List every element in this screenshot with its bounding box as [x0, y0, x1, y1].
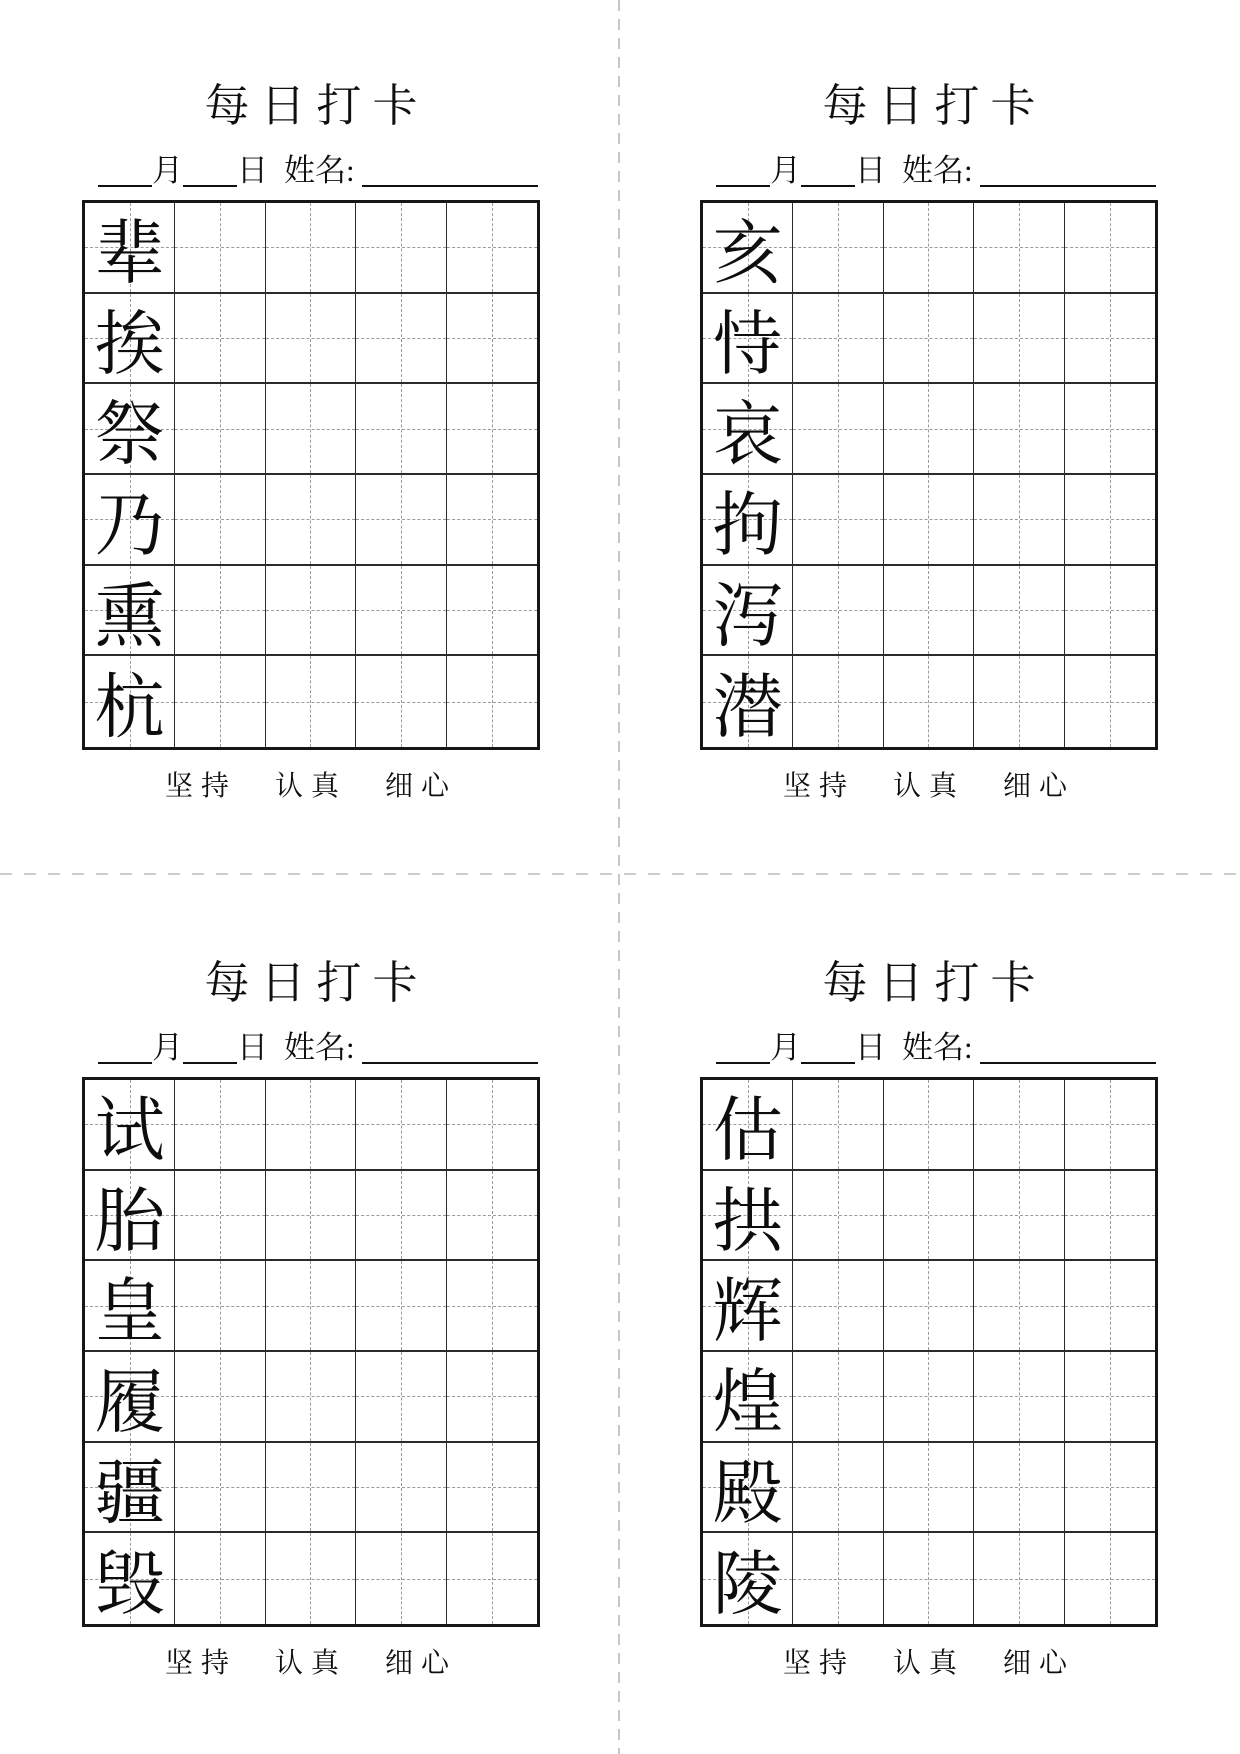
example-character-cell — [703, 384, 793, 475]
empty-practice-cell — [974, 475, 1064, 566]
empty-practice-cell — [1065, 656, 1155, 747]
card-title: 每日打卡 — [204, 81, 429, 131]
cell-vertical-guide — [928, 1080, 929, 1169]
cell-vertical-guide — [928, 1261, 929, 1350]
name-label: 姓名: — [902, 153, 973, 188]
cell-vertical-guide — [928, 1533, 929, 1624]
empty-practice-cell — [266, 1352, 356, 1443]
example-character: 疆 — [94, 1451, 165, 1534]
day-label: 日 — [237, 1030, 268, 1065]
empty-practice-cell — [175, 1352, 265, 1443]
motto-word: 坚持 — [782, 1648, 855, 1679]
cell-vertical-guide — [310, 294, 311, 383]
cell-vertical-guide — [928, 384, 929, 473]
cell-vertical-guide — [220, 1171, 221, 1260]
cell-vertical-guide — [1019, 384, 1020, 473]
day-label: 日 — [237, 153, 268, 188]
practice-grid — [700, 1077, 1158, 1627]
empty-practice-cell — [1065, 1352, 1155, 1443]
motto-line — [700, 763, 1158, 805]
example-character-cell — [703, 294, 793, 385]
cell-vertical-guide — [310, 1080, 311, 1169]
empty-practice-cell — [974, 1080, 1064, 1171]
cell-vertical-guide — [492, 294, 493, 383]
empty-practice-cell — [1065, 203, 1155, 294]
month-blank-line — [98, 177, 152, 187]
empty-practice-cell — [974, 566, 1064, 657]
empty-practice-cell — [974, 1443, 1064, 1534]
cell-vertical-guide — [492, 475, 493, 564]
example-character: 熏 — [94, 574, 165, 657]
empty-practice-cell — [356, 566, 446, 657]
example-character-cell — [703, 1080, 793, 1171]
cell-vertical-guide — [1110, 1443, 1111, 1532]
empty-practice-cell — [266, 1080, 356, 1171]
cell-vertical-guide — [838, 203, 839, 292]
example-character-cell — [703, 1352, 793, 1443]
example-character: 煌 — [712, 1360, 783, 1443]
empty-practice-cell — [884, 1443, 974, 1534]
cell-vertical-guide — [838, 1352, 839, 1441]
empty-practice-cell — [175, 1533, 265, 1624]
empty-practice-cell — [175, 384, 265, 475]
empty-practice-cell — [884, 1171, 974, 1262]
cell-vertical-guide — [1019, 1171, 1020, 1260]
empty-practice-cell — [447, 1352, 537, 1443]
empty-practice-cell — [1065, 294, 1155, 385]
example-character-cell — [703, 1443, 793, 1534]
example-character-cell — [85, 1171, 175, 1262]
empty-practice-cell — [447, 1533, 537, 1624]
cell-vertical-guide — [401, 566, 402, 655]
cell-vertical-guide — [220, 203, 221, 292]
month-label: 月 — [152, 1030, 183, 1065]
motto-word: 认真 — [274, 771, 347, 802]
card-title: 每日打卡 — [822, 81, 1047, 131]
cell-vertical-guide — [220, 566, 221, 655]
worksheet-card-top-left — [82, 78, 540, 805]
cell-vertical-guide — [1110, 566, 1111, 655]
example-character-cell — [703, 475, 793, 566]
empty-practice-cell — [266, 656, 356, 747]
example-character-cell — [85, 1443, 175, 1534]
cell-vertical-guide — [1110, 656, 1111, 747]
card-title: 每日打卡 — [822, 958, 1047, 1008]
empty-practice-cell — [884, 1352, 974, 1443]
empty-practice-cell — [1065, 475, 1155, 566]
example-character: 估 — [712, 1088, 783, 1171]
cell-vertical-guide — [401, 1261, 402, 1350]
example-character-cell — [85, 1080, 175, 1171]
motto-word: 认真 — [892, 771, 965, 802]
cell-vertical-guide — [1019, 1352, 1020, 1441]
empty-practice-cell — [974, 656, 1064, 747]
example-character: 试 — [94, 1088, 165, 1171]
empty-practice-cell — [356, 203, 446, 294]
cell-vertical-guide — [220, 1443, 221, 1532]
motto-word: 细心 — [385, 1648, 458, 1679]
empty-practice-cell — [793, 1171, 883, 1262]
empty-practice-cell — [175, 1080, 265, 1171]
empty-practice-cell — [447, 203, 537, 294]
practice-grid — [700, 200, 1158, 750]
empty-practice-cell — [447, 1261, 537, 1352]
month-label: 月 — [770, 153, 801, 188]
empty-practice-cell — [356, 384, 446, 475]
empty-practice-cell — [974, 384, 1064, 475]
cell-vertical-guide — [310, 384, 311, 473]
day-blank-line — [183, 1054, 237, 1064]
cell-vertical-guide — [401, 1352, 402, 1441]
empty-practice-cell — [175, 203, 265, 294]
cell-vertical-guide — [310, 1352, 311, 1441]
empty-practice-cell — [356, 656, 446, 747]
example-character: 陵 — [712, 1543, 783, 1626]
worksheet-card-bottom-right — [700, 955, 1158, 1682]
cell-vertical-guide — [401, 1443, 402, 1532]
motto-word: 认真 — [892, 1648, 965, 1679]
example-character-cell — [703, 1171, 793, 1262]
empty-practice-cell — [447, 656, 537, 747]
example-character-cell — [85, 294, 175, 385]
example-character-cell — [85, 1533, 175, 1624]
empty-practice-cell — [266, 1171, 356, 1262]
empty-practice-cell — [447, 475, 537, 566]
example-character-cell — [703, 656, 793, 747]
day-blank-line — [801, 1054, 855, 1064]
name-blank-line — [980, 177, 1156, 187]
motto-word: 细心 — [1003, 1648, 1076, 1679]
cell-vertical-guide — [401, 294, 402, 383]
cell-vertical-guide — [220, 1261, 221, 1350]
day-label: 日 — [855, 153, 886, 188]
cell-vertical-guide — [310, 475, 311, 564]
example-character: 拱 — [712, 1179, 783, 1262]
empty-practice-cell — [1065, 1443, 1155, 1534]
practice-grid — [82, 200, 540, 750]
empty-practice-cell — [356, 1352, 446, 1443]
empty-practice-cell — [1065, 1080, 1155, 1171]
cell-vertical-guide — [838, 1171, 839, 1260]
example-character: 毁 — [94, 1543, 165, 1626]
cell-vertical-guide — [1110, 294, 1111, 383]
empty-practice-cell — [1065, 1261, 1155, 1352]
cell-vertical-guide — [220, 294, 221, 383]
name-label: 姓名: — [284, 153, 355, 188]
empty-practice-cell — [884, 566, 974, 657]
day-label: 日 — [855, 1030, 886, 1065]
empty-practice-cell — [447, 1080, 537, 1171]
example-character: 亥 — [712, 211, 783, 294]
cell-vertical-guide — [492, 1352, 493, 1441]
empty-practice-cell — [974, 1533, 1064, 1624]
empty-practice-cell — [266, 294, 356, 385]
cell-vertical-guide — [220, 1533, 221, 1624]
empty-practice-cell — [793, 1443, 883, 1534]
example-character: 胎 — [94, 1179, 165, 1262]
cell-vertical-guide — [838, 294, 839, 383]
cell-vertical-guide — [401, 656, 402, 747]
empty-practice-cell — [175, 1443, 265, 1534]
empty-practice-cell — [884, 294, 974, 385]
cell-vertical-guide — [401, 1533, 402, 1624]
month-label: 月 — [770, 1030, 801, 1065]
month-label: 月 — [152, 153, 183, 188]
cell-vertical-guide — [1110, 1171, 1111, 1260]
example-character: 乃 — [94, 483, 165, 566]
cell-vertical-guide — [492, 656, 493, 747]
cell-vertical-guide — [1110, 475, 1111, 564]
cell-vertical-guide — [838, 1261, 839, 1350]
cell-vertical-guide — [838, 656, 839, 747]
cell-vertical-guide — [838, 1533, 839, 1624]
empty-practice-cell — [447, 294, 537, 385]
example-character: 泻 — [712, 574, 783, 657]
cell-vertical-guide — [220, 656, 221, 747]
cell-vertical-guide — [310, 1533, 311, 1624]
empty-practice-cell — [447, 384, 537, 475]
cell-vertical-guide — [838, 1443, 839, 1532]
empty-practice-cell — [793, 1080, 883, 1171]
month-blank-line — [98, 1054, 152, 1064]
cell-vertical-guide — [1019, 656, 1020, 747]
card-title: 每日打卡 — [204, 958, 429, 1008]
cell-vertical-guide — [492, 1171, 493, 1260]
example-character: 潜 — [712, 666, 783, 749]
empty-practice-cell — [793, 384, 883, 475]
day-blank-line — [183, 177, 237, 187]
cell-vertical-guide — [220, 1352, 221, 1441]
cell-vertical-guide — [492, 1080, 493, 1169]
month-blank-line — [716, 177, 770, 187]
motto-word: 细心 — [385, 771, 458, 802]
cell-vertical-guide — [220, 475, 221, 564]
example-character: 拘 — [712, 483, 783, 566]
example-character-cell — [703, 1261, 793, 1352]
empty-practice-cell — [175, 656, 265, 747]
cell-vertical-guide — [1110, 1261, 1111, 1350]
example-character: 辈 — [94, 211, 165, 294]
empty-practice-cell — [175, 566, 265, 657]
name-blank-line — [980, 1054, 1156, 1064]
cell-vertical-guide — [928, 656, 929, 747]
empty-practice-cell — [266, 566, 356, 657]
example-character-cell — [85, 475, 175, 566]
cell-vertical-guide — [492, 1261, 493, 1350]
empty-practice-cell — [266, 1533, 356, 1624]
cell-vertical-guide — [928, 566, 929, 655]
cell-vertical-guide — [928, 1443, 929, 1532]
cell-vertical-guide — [492, 384, 493, 473]
cell-vertical-guide — [310, 1171, 311, 1260]
empty-practice-cell — [974, 1261, 1064, 1352]
cell-vertical-guide — [838, 475, 839, 564]
name-label: 姓名: — [284, 1030, 355, 1065]
cell-vertical-guide — [401, 475, 402, 564]
empty-practice-cell — [884, 475, 974, 566]
example-character-cell — [85, 203, 175, 294]
empty-practice-cell — [793, 1261, 883, 1352]
name-blank-line — [362, 1054, 538, 1064]
cell-vertical-guide — [401, 1080, 402, 1169]
cell-vertical-guide — [401, 1171, 402, 1260]
empty-practice-cell — [793, 566, 883, 657]
cell-vertical-guide — [310, 1261, 311, 1350]
cell-vertical-guide — [1019, 566, 1020, 655]
example-character: 殿 — [712, 1451, 783, 1534]
empty-practice-cell — [793, 1533, 883, 1624]
empty-practice-cell — [974, 1352, 1064, 1443]
empty-practice-cell — [356, 1533, 446, 1624]
motto-word: 细心 — [1003, 771, 1076, 802]
cell-vertical-guide — [928, 1171, 929, 1260]
empty-practice-cell — [793, 294, 883, 385]
example-character-cell — [703, 1533, 793, 1624]
empty-practice-cell — [356, 475, 446, 566]
example-character-cell — [85, 656, 175, 747]
cell-vertical-guide — [928, 203, 929, 292]
worksheet-card-bottom-left — [82, 955, 540, 1682]
empty-practice-cell — [356, 1171, 446, 1262]
example-character: 挨 — [94, 302, 165, 385]
empty-practice-cell — [884, 1533, 974, 1624]
example-character-cell — [85, 384, 175, 475]
example-character-cell — [85, 1352, 175, 1443]
empty-practice-cell — [793, 475, 883, 566]
example-character: 哀 — [712, 393, 783, 476]
empty-practice-cell — [356, 1080, 446, 1171]
cell-vertical-guide — [928, 294, 929, 383]
example-character-cell — [703, 566, 793, 657]
empty-practice-cell — [793, 1352, 883, 1443]
practice-grid — [82, 1077, 540, 1627]
empty-practice-cell — [1065, 1533, 1155, 1624]
empty-practice-cell — [266, 203, 356, 294]
cell-vertical-guide — [492, 566, 493, 655]
cell-vertical-guide — [1110, 1080, 1111, 1169]
example-character: 辉 — [712, 1270, 783, 1353]
empty-practice-cell — [884, 656, 974, 747]
cell-vertical-guide — [310, 1443, 311, 1532]
date-name-line — [82, 146, 540, 190]
empty-practice-cell — [884, 384, 974, 475]
cell-vertical-guide — [1019, 294, 1020, 383]
empty-practice-cell — [884, 1261, 974, 1352]
empty-practice-cell — [356, 1443, 446, 1534]
motto-word: 认真 — [274, 1648, 347, 1679]
date-name-line — [700, 1023, 1158, 1067]
motto-line — [82, 763, 540, 805]
cell-vertical-guide — [838, 1080, 839, 1169]
empty-practice-cell — [884, 203, 974, 294]
empty-practice-cell — [974, 1171, 1064, 1262]
cell-vertical-guide — [492, 1443, 493, 1532]
empty-practice-cell — [1065, 566, 1155, 657]
example-character-cell — [703, 203, 793, 294]
motto-word: 坚持 — [164, 771, 237, 802]
cell-vertical-guide — [1019, 1443, 1020, 1532]
horizontal-cut-mark — [0, 873, 1240, 875]
empty-practice-cell — [447, 1443, 537, 1534]
empty-practice-cell — [793, 203, 883, 294]
empty-practice-cell — [356, 1261, 446, 1352]
empty-practice-cell — [884, 1080, 974, 1171]
cell-vertical-guide — [1110, 203, 1111, 292]
example-character-cell — [85, 566, 175, 657]
empty-practice-cell — [266, 1443, 356, 1534]
empty-practice-cell — [356, 294, 446, 385]
date-name-line — [82, 1023, 540, 1067]
empty-practice-cell — [1065, 384, 1155, 475]
cell-vertical-guide — [310, 566, 311, 655]
motto-word: 坚持 — [164, 1648, 237, 1679]
cell-vertical-guide — [928, 475, 929, 564]
example-character: 杭 — [94, 666, 165, 749]
empty-practice-cell — [266, 1261, 356, 1352]
cell-vertical-guide — [401, 203, 402, 292]
cell-vertical-guide — [928, 1352, 929, 1441]
cell-vertical-guide — [1110, 1533, 1111, 1624]
example-character-cell — [85, 1261, 175, 1352]
empty-practice-cell — [266, 384, 356, 475]
empty-practice-cell — [793, 656, 883, 747]
cell-vertical-guide — [220, 384, 221, 473]
cell-vertical-guide — [1110, 384, 1111, 473]
cell-vertical-guide — [1019, 1533, 1020, 1624]
month-blank-line — [716, 1054, 770, 1064]
empty-practice-cell — [447, 566, 537, 657]
cell-vertical-guide — [310, 656, 311, 747]
motto-line — [700, 1640, 1158, 1682]
cell-vertical-guide — [401, 384, 402, 473]
cell-vertical-guide — [838, 384, 839, 473]
cell-vertical-guide — [310, 203, 311, 292]
cell-vertical-guide — [492, 203, 493, 292]
name-blank-line — [362, 177, 538, 187]
empty-practice-cell — [175, 475, 265, 566]
cell-vertical-guide — [220, 1080, 221, 1169]
cell-vertical-guide — [1019, 203, 1020, 292]
motto-word: 坚持 — [782, 771, 855, 802]
example-character: 恃 — [712, 302, 783, 385]
example-character: 履 — [94, 1360, 165, 1443]
example-character: 祭 — [94, 393, 165, 476]
example-character: 皇 — [94, 1270, 165, 1353]
cell-vertical-guide — [1019, 475, 1020, 564]
cell-vertical-guide — [1019, 1080, 1020, 1169]
cell-vertical-guide — [838, 566, 839, 655]
worksheet-card-top-right — [700, 78, 1158, 805]
day-blank-line — [801, 177, 855, 187]
motto-line — [82, 1640, 540, 1682]
empty-practice-cell — [175, 1171, 265, 1262]
empty-practice-cell — [1065, 1171, 1155, 1262]
empty-practice-cell — [175, 294, 265, 385]
empty-practice-cell — [974, 203, 1064, 294]
cell-vertical-guide — [492, 1533, 493, 1624]
empty-practice-cell — [447, 1171, 537, 1262]
cell-vertical-guide — [1110, 1352, 1111, 1441]
cell-vertical-guide — [1019, 1261, 1020, 1350]
date-name-line — [700, 146, 1158, 190]
empty-practice-cell — [175, 1261, 265, 1352]
vertical-cut-mark — [618, 0, 620, 1754]
name-label: 姓名: — [902, 1030, 973, 1065]
empty-practice-cell — [266, 475, 356, 566]
empty-practice-cell — [974, 294, 1064, 385]
